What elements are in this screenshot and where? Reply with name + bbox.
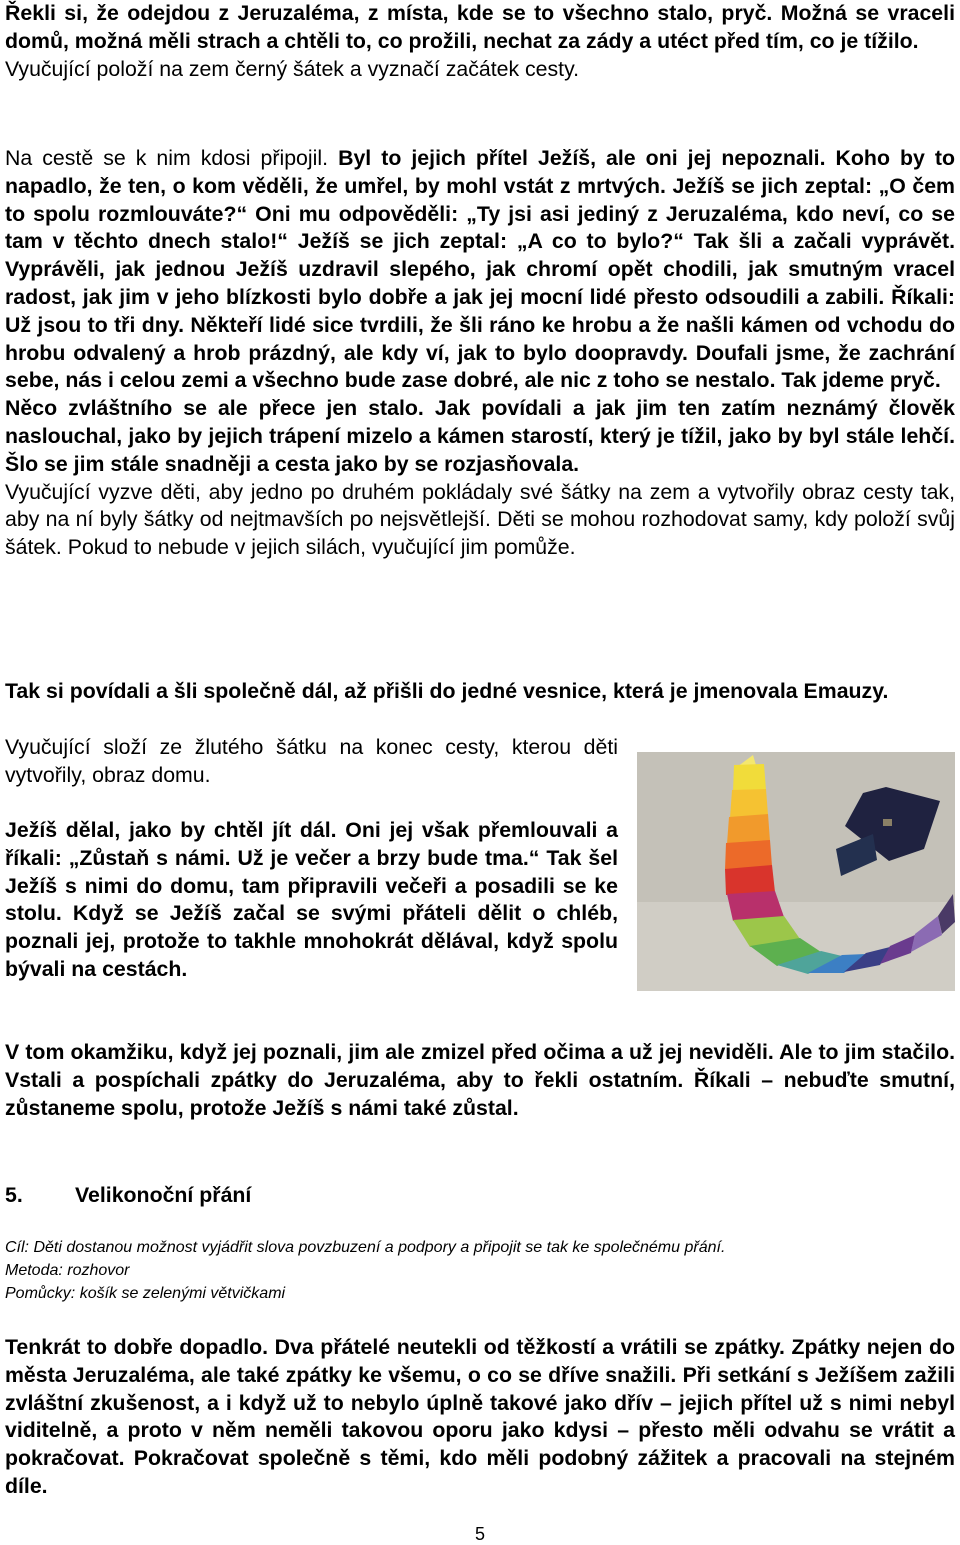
- story-text: V tom okamžiku, když jej poznali, jim ale zmizel před očima a už jej neviděli. Ale to jim stačilo. Vstali a pospíchali zpátky do Jeruzaléma, aby to řekli ostatním. Říkali – nebuďte smutní, zůstaneme spolu, protože Ježíš s námi také zůstal.: [5, 1040, 955, 1120]
- story-text: Tenkrát to dobře dopadlo. Dva přátelé neutekli od těžkostí a vrátili se zpátky. Zpátky nejen do města Jeruzaléma, ale také zpátky ke všemu, o co se dříve snažili. Při setkání s Ježíšem zažili zvláštní zkušenost, a i když už to nebylo úplně takové jako dřív – jejich přítel už s nimi nebyl viditelně, a proto v něm neměli takovou oporu jako kdysi – přesto měli odvahu se vrátit a pokračovat. Pokračovat společně s těmi, kdo měli podobný zážitek a pracovali na stejném díle.: [5, 1335, 955, 1498]
- story-text: Ježíš dělal, jako by chtěl jít dál. Oni jej však přemlouvali a říkali: „Zůstaň s námi. Už je večer a brzy bude tma.“ Tak šel Ježíš s nimi do domu, tam připravili večeři a posadili se ke stolu. Když se Ježíš začal se svými přáteli dělit o chléb, poznali jej, protože to takhle mnohokrát dělával, když spolu bývali na cestách.: [5, 818, 618, 981]
- instruction-text: Vyučující vyzve děti, aby jedno po druhém pokládaly své šátky na zem a vytvořily obraz cesty tak, aby na ní byly šátky od nejtmavších po nejsvětlejší. Děti se mohou rozhodovat samy, kdy položí svůj šátek. Pokud to nebude v jejich silách, vyučující jim pomůže.: [5, 479, 955, 560]
- paragraph-stranger-joins: [5, 145, 955, 562]
- paragraph-leaving-jerusalem: [5, 0, 955, 83]
- paragraph-emmaus: [5, 678, 955, 706]
- instruction-text: Vyučující složí ze žlutého šátku na konec cesty, kterou děti vytvořily, obraz domu.: [5, 735, 618, 787]
- section-goal: Cíl: Děti dostanou možnost vyjádřit slova povzbuzení a podpory a připojit se tak ke společnému přání.: [5, 1239, 726, 1256]
- paragraph-returned: [5, 1334, 955, 1501]
- paragraph-stay-with-us: [5, 817, 618, 984]
- section-aids: Pomůcky: košík se zelenými větvičkami: [5, 1285, 286, 1302]
- section-method: Metoda: rozhovor: [5, 1262, 130, 1279]
- section-number: 5.: [5, 1183, 23, 1207]
- section-meta: [5, 1236, 955, 1305]
- section-heading: [5, 1181, 955, 1209]
- story-text: Něco zvláštního se ale přece jen stalo. Jak povídali a jak jim ten zatím neznámý člověk naslouchal, jako by jejich trápení mizelo a kámen starostí, který je tížil, jako by byl stále lehčí. Šlo se jim stále snadněji a cesta jako by se rozjasňovala.: [5, 396, 955, 476]
- scarf-path-photo: [637, 752, 955, 991]
- story-text-normal: Na cestě se k nim kdosi připojil.: [5, 146, 329, 170]
- paragraph-disappeared: [5, 1039, 955, 1122]
- story-text: Byl to jejich přítel Ježíš, ale oni jej nepoznali. Koho by to napadlo, že ten, o kom věděli, že umřel, by mohl vstát z mrtvých. Ježíš se jich zeptal: „O čem to spolu rozmlouváte?“ Oni mu odpověděli: „Ty jsi asi jediný z Jeruzaléma, kdo neví, co se tam v těchto dnech stalo!“ Ježíš se jich zeptal: „A co to bylo?“ Tak šli a začali vyprávět. Vyprávěli, jak jednou Ježíš uzdravil slepého, jak chromí opět chodili, jak smutným vracel radost, jak jim v jeho blízkosti bylo dobře a jak jej mocní lidé přesto odsoudili a zabili. Říkali: Už jsou to tři dny. Někteří lidé sice tvrdili, že šli ráno ke hrobu a že našli kámen od vchodu do hrobu odvalený a hrob prázdný, ale kdy ví, jak to bylo doopravdy. Doufali jsme, že zachrání sebe, nás i celou zemi a všechno bude zase dobré, ale nic z toho se nestalo. Tak jdeme pryč.: [5, 146, 955, 393]
- story-text: Řekli si, že odejdou z Jeruzaléma, z místa, kde se to všechno stalo, pryč. Možná se vraceli domů, možná měli strach a chtěli to, co prožili, nechat za zády a utéct před tím, co je tížilo.: [5, 1, 955, 53]
- scarf-path-illustration: [637, 752, 955, 991]
- page-number: 5: [474, 1524, 485, 1544]
- section-title: Velikonoční přání: [75, 1183, 252, 1207]
- instruction-text: Vyučující položí na zem černý šátek a vyznačí začátek cesty.: [5, 56, 580, 81]
- story-text: Tak si povídali a šli společně dál, až přišli do jedné vesnice, která je jmenovala Emauzy.: [5, 679, 889, 703]
- paragraph-house-instruction: [5, 734, 618, 790]
